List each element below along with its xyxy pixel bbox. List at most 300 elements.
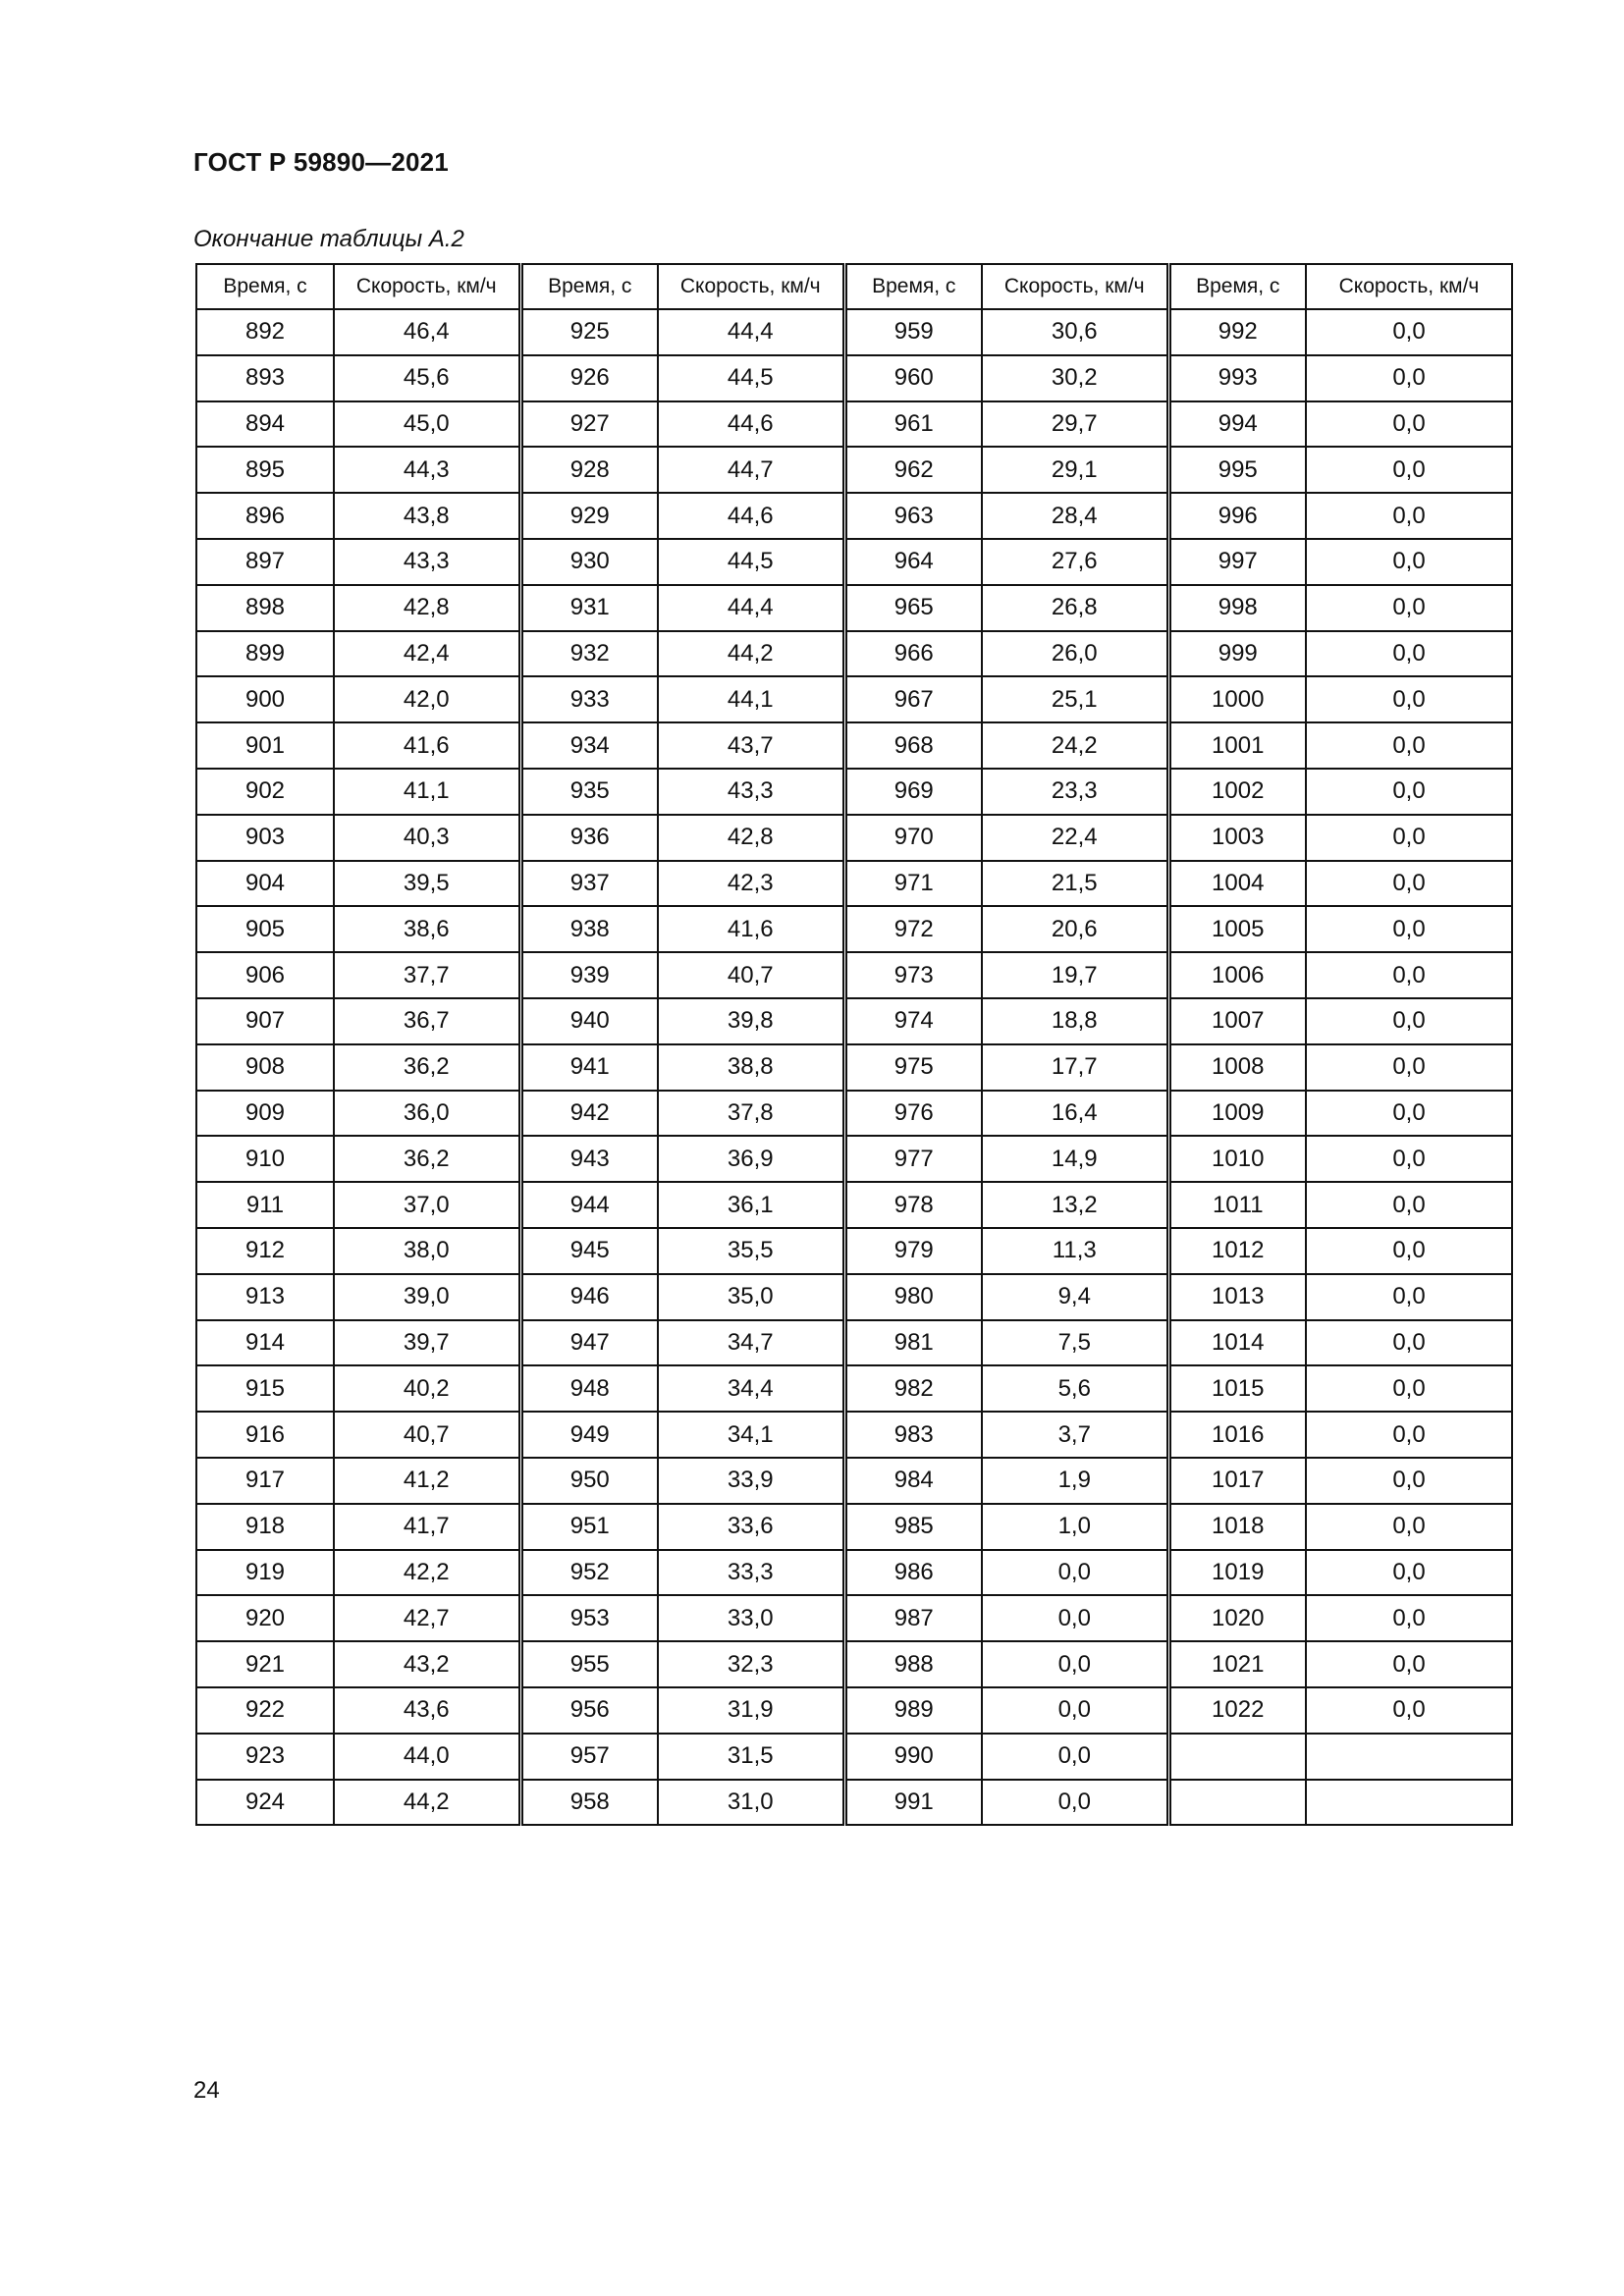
time-cell: 922 bbox=[196, 1687, 334, 1734]
time-cell: 906 bbox=[196, 952, 334, 998]
speed-cell: 0,0 bbox=[982, 1641, 1168, 1687]
column-header-speed: Скорость, км/ч bbox=[334, 264, 520, 309]
speed-cell: 18,8 bbox=[982, 998, 1168, 1044]
time-cell: 930 bbox=[520, 539, 658, 585]
time-cell: 941 bbox=[520, 1044, 658, 1091]
speed-cell: 0,0 bbox=[1306, 1412, 1512, 1458]
time-cell: 958 bbox=[520, 1780, 658, 1826]
time-cell: 910 bbox=[196, 1136, 334, 1182]
speed-cell: 34,4 bbox=[658, 1365, 844, 1412]
time-cell: 1016 bbox=[1168, 1412, 1306, 1458]
time-cell: 935 bbox=[520, 769, 658, 815]
time-cell: 961 bbox=[844, 401, 982, 448]
speed-cell: 0,0 bbox=[1306, 1182, 1512, 1228]
time-cell: 897 bbox=[196, 539, 334, 585]
speed-cell bbox=[1306, 1734, 1512, 1780]
speed-cell: 31,9 bbox=[658, 1687, 844, 1734]
time-cell: 1019 bbox=[1168, 1550, 1306, 1596]
speed-cell: 43,2 bbox=[334, 1641, 520, 1687]
time-cell: 1018 bbox=[1168, 1504, 1306, 1550]
document-header: ГОСТ Р 59890—2021 bbox=[193, 147, 449, 177]
time-cell: 908 bbox=[196, 1044, 334, 1091]
time-cell: 899 bbox=[196, 631, 334, 677]
speed-cell: 0,0 bbox=[982, 1550, 1168, 1596]
speed-cell: 0,0 bbox=[1306, 1274, 1512, 1320]
time-cell: 901 bbox=[196, 722, 334, 769]
time-cell: 943 bbox=[520, 1136, 658, 1182]
speed-cell: 37,0 bbox=[334, 1182, 520, 1228]
speed-cell: 1,9 bbox=[982, 1458, 1168, 1504]
speed-cell: 0,0 bbox=[1306, 1641, 1512, 1687]
table-row bbox=[196, 1320, 1512, 1366]
column-header-time: Время, с bbox=[844, 264, 982, 309]
speed-cell: 37,7 bbox=[334, 952, 520, 998]
time-cell: 988 bbox=[844, 1641, 982, 1687]
time-cell: 1001 bbox=[1168, 722, 1306, 769]
time-cell: 989 bbox=[844, 1687, 982, 1734]
speed-cell: 31,5 bbox=[658, 1734, 844, 1780]
time-cell: 991 bbox=[844, 1780, 982, 1826]
speed-cell: 23,3 bbox=[982, 769, 1168, 815]
speed-cell: 0,0 bbox=[982, 1595, 1168, 1641]
table-row bbox=[196, 815, 1512, 861]
time-cell: 959 bbox=[844, 309, 982, 355]
speed-cell: 39,5 bbox=[334, 861, 520, 907]
time-cell: 938 bbox=[520, 906, 658, 952]
speed-cell: 27,6 bbox=[982, 539, 1168, 585]
time-cell: 949 bbox=[520, 1412, 658, 1458]
time-cell: 971 bbox=[844, 861, 982, 907]
time-cell: 1004 bbox=[1168, 861, 1306, 907]
time-cell: 957 bbox=[520, 1734, 658, 1780]
speed-cell: 0,0 bbox=[1306, 998, 1512, 1044]
speed-cell: 44,6 bbox=[658, 493, 844, 539]
speed-cell: 37,8 bbox=[658, 1091, 844, 1137]
time-cell: 967 bbox=[844, 676, 982, 722]
speed-cell: 0,0 bbox=[1306, 493, 1512, 539]
time-cell: 894 bbox=[196, 401, 334, 448]
time-cell: 1013 bbox=[1168, 1274, 1306, 1320]
table-row bbox=[196, 585, 1512, 631]
speed-cell: 36,0 bbox=[334, 1091, 520, 1137]
speed-cell: 44,5 bbox=[658, 355, 844, 401]
time-cell: 928 bbox=[520, 447, 658, 493]
time-cell: 953 bbox=[520, 1595, 658, 1641]
column-header-time: Время, с bbox=[196, 264, 334, 309]
table-row bbox=[196, 676, 1512, 722]
speed-cell: 30,2 bbox=[982, 355, 1168, 401]
time-cell: 1014 bbox=[1168, 1320, 1306, 1366]
table-row bbox=[196, 906, 1512, 952]
table-row bbox=[196, 1550, 1512, 1596]
time-cell: 945 bbox=[520, 1228, 658, 1274]
speed-cell: 28,4 bbox=[982, 493, 1168, 539]
speed-cell: 7,5 bbox=[982, 1320, 1168, 1366]
speed-cell: 42,8 bbox=[658, 815, 844, 861]
speed-cell: 0,0 bbox=[1306, 952, 1512, 998]
speed-cell: 36,2 bbox=[334, 1136, 520, 1182]
time-cell: 977 bbox=[844, 1136, 982, 1182]
table-row bbox=[196, 355, 1512, 401]
speed-cell: 44,2 bbox=[334, 1780, 520, 1826]
speed-cell: 44,0 bbox=[334, 1734, 520, 1780]
time-cell: 1011 bbox=[1168, 1182, 1306, 1228]
time-cell: 1022 bbox=[1168, 1687, 1306, 1734]
speed-cell: 41,6 bbox=[658, 906, 844, 952]
time-cell: 905 bbox=[196, 906, 334, 952]
time-cell: 932 bbox=[520, 631, 658, 677]
speed-cell: 43,8 bbox=[334, 493, 520, 539]
speed-cell: 0,0 bbox=[1306, 1550, 1512, 1596]
time-cell: 982 bbox=[844, 1365, 982, 1412]
speed-time-table bbox=[195, 263, 1513, 1826]
table-row bbox=[196, 1687, 1512, 1734]
time-cell: 913 bbox=[196, 1274, 334, 1320]
time-cell: 964 bbox=[844, 539, 982, 585]
time-cell: 916 bbox=[196, 1412, 334, 1458]
time-cell: 892 bbox=[196, 309, 334, 355]
time-cell: 893 bbox=[196, 355, 334, 401]
table-body bbox=[196, 309, 1512, 1825]
time-cell: 947 bbox=[520, 1320, 658, 1366]
speed-cell: 43,3 bbox=[334, 539, 520, 585]
speed-cell: 45,6 bbox=[334, 355, 520, 401]
time-cell: 976 bbox=[844, 1091, 982, 1137]
table-row bbox=[196, 1458, 1512, 1504]
speed-cell: 20,6 bbox=[982, 906, 1168, 952]
table-row bbox=[196, 1182, 1512, 1228]
speed-cell: 17,7 bbox=[982, 1044, 1168, 1091]
speed-cell: 0,0 bbox=[1306, 1044, 1512, 1091]
time-cell: 896 bbox=[196, 493, 334, 539]
speed-cell: 0,0 bbox=[1306, 1091, 1512, 1137]
column-header-time: Время, с bbox=[520, 264, 658, 309]
speed-cell: 0,0 bbox=[1306, 585, 1512, 631]
speed-cell: 0,0 bbox=[1306, 631, 1512, 677]
speed-cell: 0,0 bbox=[1306, 401, 1512, 448]
time-cell: 969 bbox=[844, 769, 982, 815]
speed-cell: 24,2 bbox=[982, 722, 1168, 769]
speed-cell: 33,6 bbox=[658, 1504, 844, 1550]
time-cell: 979 bbox=[844, 1228, 982, 1274]
speed-cell: 0,0 bbox=[1306, 1365, 1512, 1412]
time-cell: 999 bbox=[1168, 631, 1306, 677]
time-cell: 936 bbox=[520, 815, 658, 861]
speed-cell: 45,0 bbox=[334, 401, 520, 448]
time-cell bbox=[1168, 1780, 1306, 1826]
time-cell: 917 bbox=[196, 1458, 334, 1504]
table-row bbox=[196, 769, 1512, 815]
time-cell: 983 bbox=[844, 1412, 982, 1458]
table-row bbox=[196, 1274, 1512, 1320]
time-cell: 914 bbox=[196, 1320, 334, 1366]
speed-cell: 25,1 bbox=[982, 676, 1168, 722]
time-cell: 912 bbox=[196, 1228, 334, 1274]
speed-cell: 44,4 bbox=[658, 585, 844, 631]
table-row bbox=[196, 998, 1512, 1044]
speed-cell: 40,7 bbox=[658, 952, 844, 998]
time-cell: 902 bbox=[196, 769, 334, 815]
time-cell: 1017 bbox=[1168, 1458, 1306, 1504]
speed-cell: 35,5 bbox=[658, 1228, 844, 1274]
speed-cell: 14,9 bbox=[982, 1136, 1168, 1182]
time-cell: 900 bbox=[196, 676, 334, 722]
speed-cell: 34,1 bbox=[658, 1412, 844, 1458]
time-cell: 948 bbox=[520, 1365, 658, 1412]
time-cell: 1005 bbox=[1168, 906, 1306, 952]
time-cell: 1020 bbox=[1168, 1595, 1306, 1641]
speed-cell: 41,2 bbox=[334, 1458, 520, 1504]
speed-cell: 31,0 bbox=[658, 1780, 844, 1826]
speed-cell: 43,6 bbox=[334, 1687, 520, 1734]
time-cell: 955 bbox=[520, 1641, 658, 1687]
speed-cell: 0,0 bbox=[982, 1687, 1168, 1734]
time-cell: 926 bbox=[520, 355, 658, 401]
speed-cell: 3,7 bbox=[982, 1412, 1168, 1458]
table-header-row bbox=[196, 264, 1512, 309]
table-row bbox=[196, 1734, 1512, 1780]
speed-cell: 44,6 bbox=[658, 401, 844, 448]
table-row bbox=[196, 1091, 1512, 1137]
speed-cell: 0,0 bbox=[1306, 815, 1512, 861]
speed-cell: 42,0 bbox=[334, 676, 520, 722]
time-cell: 907 bbox=[196, 998, 334, 1044]
time-cell: 980 bbox=[844, 1274, 982, 1320]
time-cell: 956 bbox=[520, 1687, 658, 1734]
page-number: 24 bbox=[193, 2077, 220, 2104]
speed-cell: 41,6 bbox=[334, 722, 520, 769]
time-cell: 1021 bbox=[1168, 1641, 1306, 1687]
time-cell: 1000 bbox=[1168, 676, 1306, 722]
table-row bbox=[196, 401, 1512, 448]
time-cell: 993 bbox=[1168, 355, 1306, 401]
table-row bbox=[196, 1412, 1512, 1458]
time-cell: 895 bbox=[196, 447, 334, 493]
speed-cell: 41,1 bbox=[334, 769, 520, 815]
time-cell: 1012 bbox=[1168, 1228, 1306, 1274]
speed-cell: 0,0 bbox=[1306, 769, 1512, 815]
table-row bbox=[196, 631, 1512, 677]
speed-cell: 0,0 bbox=[1306, 1458, 1512, 1504]
time-cell: 992 bbox=[1168, 309, 1306, 355]
time-cell: 1008 bbox=[1168, 1044, 1306, 1091]
speed-cell: 44,7 bbox=[658, 447, 844, 493]
time-cell: 921 bbox=[196, 1641, 334, 1687]
speed-cell: 39,8 bbox=[658, 998, 844, 1044]
time-cell: 920 bbox=[196, 1595, 334, 1641]
time-cell: 975 bbox=[844, 1044, 982, 1091]
table-row bbox=[196, 1044, 1512, 1091]
time-cell: 978 bbox=[844, 1182, 982, 1228]
time-cell: 909 bbox=[196, 1091, 334, 1137]
column-header-speed: Скорость, км/ч bbox=[982, 264, 1168, 309]
table-row bbox=[196, 1136, 1512, 1182]
speed-cell: 39,7 bbox=[334, 1320, 520, 1366]
time-cell: 915 bbox=[196, 1365, 334, 1412]
table-row bbox=[196, 722, 1512, 769]
speed-cell: 13,2 bbox=[982, 1182, 1168, 1228]
time-cell: 942 bbox=[520, 1091, 658, 1137]
time-cell: 985 bbox=[844, 1504, 982, 1550]
time-cell: 933 bbox=[520, 676, 658, 722]
time-cell: 973 bbox=[844, 952, 982, 998]
time-cell: 962 bbox=[844, 447, 982, 493]
time-cell: 918 bbox=[196, 1504, 334, 1550]
time-cell: 911 bbox=[196, 1182, 334, 1228]
time-cell: 963 bbox=[844, 493, 982, 539]
speed-cell: 33,3 bbox=[658, 1550, 844, 1596]
speed-cell: 44,2 bbox=[658, 631, 844, 677]
time-cell: 950 bbox=[520, 1458, 658, 1504]
table-row bbox=[196, 447, 1512, 493]
time-cell: 898 bbox=[196, 585, 334, 631]
speed-cell: 42,4 bbox=[334, 631, 520, 677]
speed-cell: 1,0 bbox=[982, 1504, 1168, 1550]
time-cell bbox=[1168, 1734, 1306, 1780]
speed-cell: 34,7 bbox=[658, 1320, 844, 1366]
speed-cell: 19,7 bbox=[982, 952, 1168, 998]
time-cell: 904 bbox=[196, 861, 334, 907]
speed-cell: 44,4 bbox=[658, 309, 844, 355]
time-cell: 952 bbox=[520, 1550, 658, 1596]
time-cell: 987 bbox=[844, 1595, 982, 1641]
table-row bbox=[196, 1365, 1512, 1412]
speed-cell: 0,0 bbox=[1306, 861, 1512, 907]
time-cell: 986 bbox=[844, 1550, 982, 1596]
time-cell: 1002 bbox=[1168, 769, 1306, 815]
speed-cell: 0,0 bbox=[1306, 1504, 1512, 1550]
time-cell: 937 bbox=[520, 861, 658, 907]
speed-cell: 44,5 bbox=[658, 539, 844, 585]
time-cell: 970 bbox=[844, 815, 982, 861]
speed-cell: 0,0 bbox=[1306, 309, 1512, 355]
time-cell: 951 bbox=[520, 1504, 658, 1550]
time-cell: 934 bbox=[520, 722, 658, 769]
time-cell: 929 bbox=[520, 493, 658, 539]
time-cell: 960 bbox=[844, 355, 982, 401]
time-cell: 903 bbox=[196, 815, 334, 861]
speed-cell: 44,3 bbox=[334, 447, 520, 493]
column-header-speed: Скорость, км/ч bbox=[1306, 264, 1512, 309]
speed-cell: 30,6 bbox=[982, 309, 1168, 355]
speed-cell: 33,9 bbox=[658, 1458, 844, 1504]
speed-cell: 11,3 bbox=[982, 1228, 1168, 1274]
time-cell: 997 bbox=[1168, 539, 1306, 585]
time-cell: 940 bbox=[520, 998, 658, 1044]
speed-cell: 5,6 bbox=[982, 1365, 1168, 1412]
speed-cell: 9,4 bbox=[982, 1274, 1168, 1320]
time-cell: 944 bbox=[520, 1182, 658, 1228]
time-cell: 923 bbox=[196, 1734, 334, 1780]
time-cell: 996 bbox=[1168, 493, 1306, 539]
time-cell: 972 bbox=[844, 906, 982, 952]
speed-cell bbox=[1306, 1780, 1512, 1826]
speed-cell: 42,2 bbox=[334, 1550, 520, 1596]
speed-cell: 43,3 bbox=[658, 769, 844, 815]
time-cell: 1003 bbox=[1168, 815, 1306, 861]
time-cell: 1010 bbox=[1168, 1136, 1306, 1182]
speed-cell: 0,0 bbox=[1306, 539, 1512, 585]
speed-cell: 38,0 bbox=[334, 1228, 520, 1274]
speed-cell: 32,3 bbox=[658, 1641, 844, 1687]
speed-cell: 0,0 bbox=[1306, 1320, 1512, 1366]
speed-cell: 0,0 bbox=[1306, 676, 1512, 722]
table-row bbox=[196, 539, 1512, 585]
table-row bbox=[196, 493, 1512, 539]
time-cell: 927 bbox=[520, 401, 658, 448]
speed-cell: 0,0 bbox=[982, 1734, 1168, 1780]
speed-cell: 29,7 bbox=[982, 401, 1168, 448]
time-cell: 939 bbox=[520, 952, 658, 998]
time-cell: 1015 bbox=[1168, 1365, 1306, 1412]
speed-cell: 22,4 bbox=[982, 815, 1168, 861]
time-cell: 1007 bbox=[1168, 998, 1306, 1044]
time-cell: 990 bbox=[844, 1734, 982, 1780]
speed-cell: 0,0 bbox=[1306, 1136, 1512, 1182]
table-caption: Окончание таблицы А.2 bbox=[193, 226, 464, 252]
time-cell: 946 bbox=[520, 1274, 658, 1320]
speed-cell: 46,4 bbox=[334, 309, 520, 355]
speed-cell: 38,8 bbox=[658, 1044, 844, 1091]
time-cell: 919 bbox=[196, 1550, 334, 1596]
speed-cell: 33,0 bbox=[658, 1595, 844, 1641]
speed-cell: 16,4 bbox=[982, 1091, 1168, 1137]
table-row bbox=[196, 861, 1512, 907]
time-cell: 984 bbox=[844, 1458, 982, 1504]
speed-cell: 21,5 bbox=[982, 861, 1168, 907]
speed-cell: 26,8 bbox=[982, 585, 1168, 631]
speed-cell: 0,0 bbox=[1306, 447, 1512, 493]
speed-cell: 0,0 bbox=[982, 1780, 1168, 1826]
time-cell: 924 bbox=[196, 1780, 334, 1826]
time-cell: 1009 bbox=[1168, 1091, 1306, 1137]
speed-cell: 0,0 bbox=[1306, 906, 1512, 952]
time-cell: 994 bbox=[1168, 401, 1306, 448]
speed-cell: 42,7 bbox=[334, 1595, 520, 1641]
column-header-speed: Скорость, км/ч bbox=[658, 264, 844, 309]
speed-cell: 41,7 bbox=[334, 1504, 520, 1550]
time-cell: 981 bbox=[844, 1320, 982, 1366]
speed-cell: 0,0 bbox=[1306, 1228, 1512, 1274]
speed-cell: 35,0 bbox=[658, 1274, 844, 1320]
time-cell: 974 bbox=[844, 998, 982, 1044]
speed-cell: 42,3 bbox=[658, 861, 844, 907]
table-row bbox=[196, 1228, 1512, 1274]
time-cell: 965 bbox=[844, 585, 982, 631]
time-cell: 998 bbox=[1168, 585, 1306, 631]
speed-cell: 43,7 bbox=[658, 722, 844, 769]
speed-cell: 38,6 bbox=[334, 906, 520, 952]
table-row bbox=[196, 1504, 1512, 1550]
speed-cell: 44,1 bbox=[658, 676, 844, 722]
speed-cell: 40,3 bbox=[334, 815, 520, 861]
speed-cell: 40,7 bbox=[334, 1412, 520, 1458]
table-row bbox=[196, 1595, 1512, 1641]
time-cell: 1006 bbox=[1168, 952, 1306, 998]
speed-cell: 36,2 bbox=[334, 1044, 520, 1091]
time-cell: 966 bbox=[844, 631, 982, 677]
table-row bbox=[196, 1780, 1512, 1826]
speed-cell: 40,2 bbox=[334, 1365, 520, 1412]
speed-cell: 0,0 bbox=[1306, 355, 1512, 401]
time-cell: 931 bbox=[520, 585, 658, 631]
time-cell: 995 bbox=[1168, 447, 1306, 493]
speed-cell: 0,0 bbox=[1306, 1687, 1512, 1734]
speed-cell: 42,8 bbox=[334, 585, 520, 631]
table-row bbox=[196, 952, 1512, 998]
speed-cell: 29,1 bbox=[982, 447, 1168, 493]
table-row bbox=[196, 309, 1512, 355]
